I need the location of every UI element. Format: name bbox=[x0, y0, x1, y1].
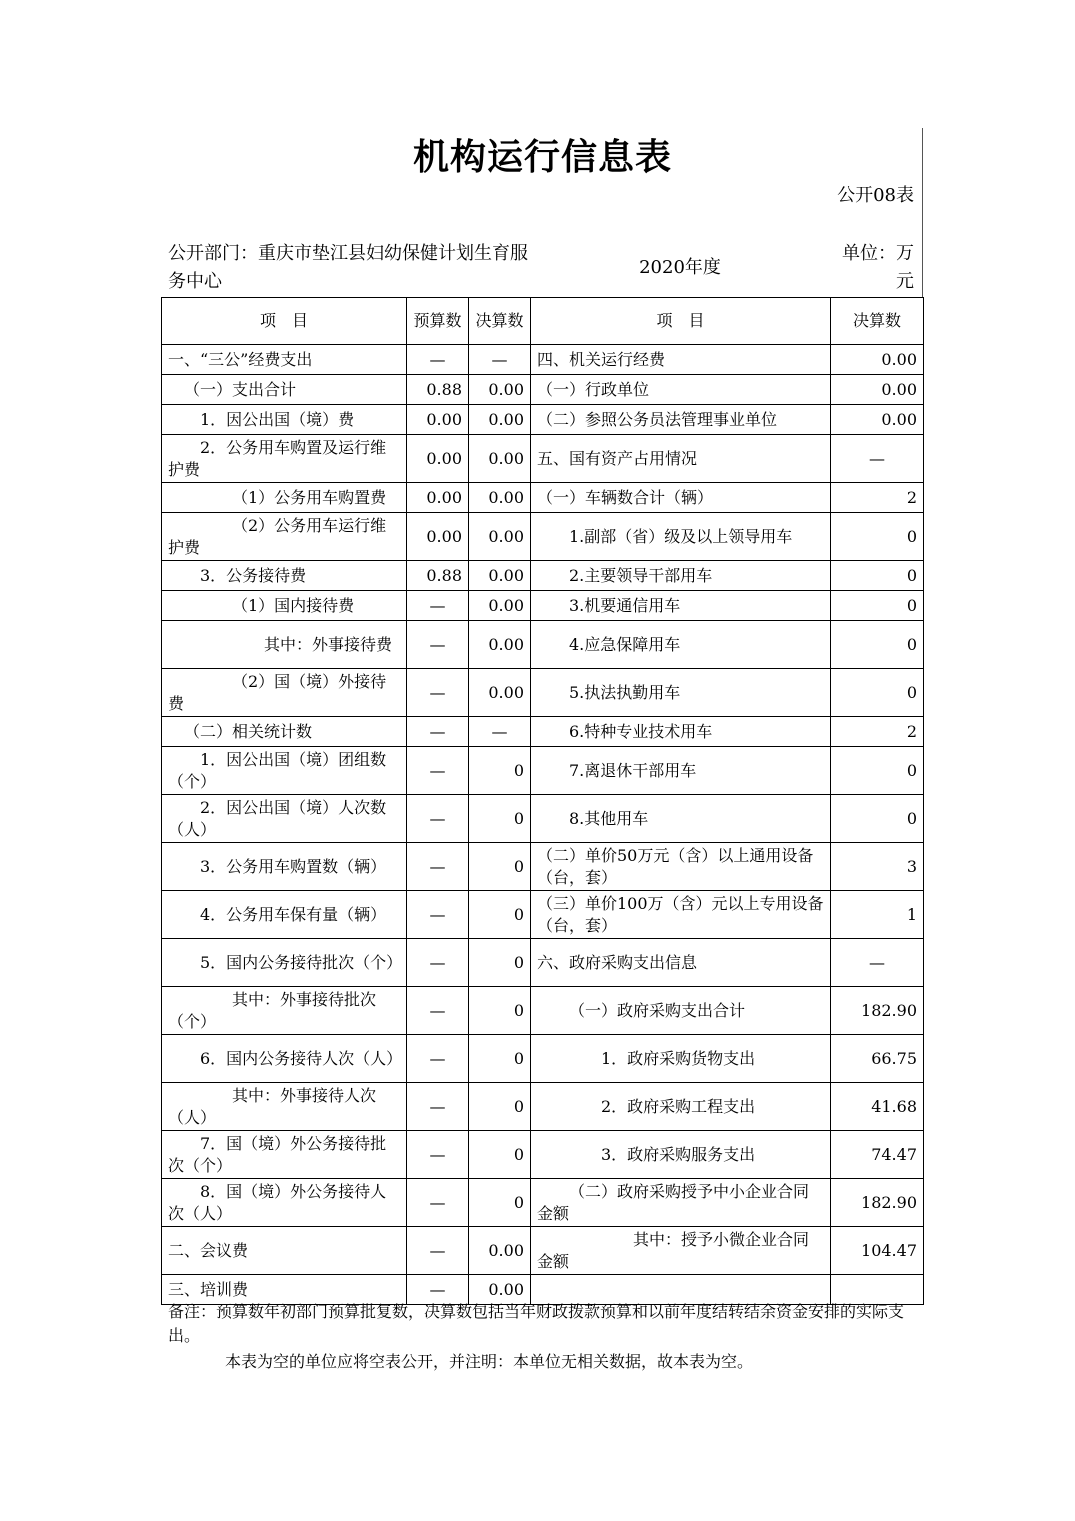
table-header-row bbox=[162, 298, 924, 345]
table-row bbox=[162, 1227, 924, 1275]
row-budget-value: 0.00 bbox=[407, 405, 469, 435]
row-final-value: 0.00 bbox=[469, 621, 531, 669]
row-budget-value: — bbox=[407, 939, 469, 987]
unit-label: 单位：万元 bbox=[842, 243, 914, 292]
col-header-final-right: 决算数 bbox=[831, 298, 924, 345]
col-header-item-right: 项 目 bbox=[531, 298, 831, 345]
row-final-value: 0 bbox=[469, 939, 531, 987]
row-budget-value: 0.88 bbox=[407, 375, 469, 405]
row-budget-value: — bbox=[407, 843, 469, 891]
row-final-right-value: 66.75 bbox=[831, 1035, 924, 1083]
row-item-right: （一）行政单位 bbox=[531, 375, 831, 405]
table-row bbox=[162, 717, 924, 747]
row-item-right: 2.主要领导干部用车 bbox=[531, 561, 831, 591]
row-item-right: 1.副部（省）级及以上领导用车 bbox=[531, 513, 831, 561]
form-code: 公开08表 bbox=[837, 185, 914, 206]
row-item-right: 六、政府采购支出信息 bbox=[531, 939, 831, 987]
table-row bbox=[162, 669, 924, 717]
row-budget-value: — bbox=[407, 669, 469, 717]
row-final-value: 0.00 bbox=[469, 513, 531, 561]
row-item-left: 3．公务用车购置数（辆） bbox=[162, 843, 407, 891]
row-final-value: 0.00 bbox=[469, 1227, 531, 1275]
row-budget-value: — bbox=[407, 717, 469, 747]
row-item-right: 五、国有资产占用情况 bbox=[531, 435, 831, 483]
row-item-left: 3．公务接待费 bbox=[162, 561, 407, 591]
row-budget-value: — bbox=[407, 1083, 469, 1131]
table-row bbox=[162, 891, 924, 939]
row-budget-value: — bbox=[407, 891, 469, 939]
row-final-right-value: 0 bbox=[831, 795, 924, 843]
row-budget-value: — bbox=[407, 591, 469, 621]
row-final-right-value: 0 bbox=[831, 513, 924, 561]
remark-note: 备注：预算数年初部门预算批复数，决算数包括当年财政拨款预算和以前年度结转结余资金安排的实际支出。 bbox=[168, 1302, 905, 1345]
row-item-left: （2）公务用车运行维护费 bbox=[162, 513, 407, 561]
row-item-right: （二）单价50万元（含）以上通用设备（台，套） bbox=[531, 843, 831, 891]
row-final-right-value: 3 bbox=[831, 843, 924, 891]
row-budget-value: — bbox=[407, 345, 469, 375]
row-item-right: 8.其他用车 bbox=[531, 795, 831, 843]
row-final-right-value: 0.00 bbox=[831, 345, 924, 375]
department-label: 公开部门：重庆市垫江县妇幼保健计划生育服务中心 bbox=[168, 243, 528, 292]
row-item-right: （二）政府采购授予中小企业合同金额 bbox=[531, 1179, 831, 1227]
row-item-left: 8．国（境）外公务接待人次（人） bbox=[162, 1179, 407, 1227]
row-item-left: （一）支出合计 bbox=[162, 375, 407, 405]
table-row bbox=[162, 561, 924, 591]
row-final-right-value: 1 bbox=[831, 891, 924, 939]
row-final-right-value: 0 bbox=[831, 621, 924, 669]
table-row bbox=[162, 843, 924, 891]
row-final-value: 0 bbox=[469, 987, 531, 1035]
table-row bbox=[162, 591, 924, 621]
row-item-left: 4．公务用车保有量（辆） bbox=[162, 891, 407, 939]
row-budget-value: 0.88 bbox=[407, 561, 469, 591]
info-table bbox=[161, 297, 924, 1305]
table-row bbox=[162, 795, 924, 843]
row-final-value: 0.00 bbox=[469, 405, 531, 435]
row-final-value: 0 bbox=[469, 747, 531, 795]
row-item-left: 2．公务用车购置及运行维护费 bbox=[162, 435, 407, 483]
row-item-right: （二）参照公务员法管理事业单位 bbox=[531, 405, 831, 435]
row-final-value: 0.00 bbox=[469, 435, 531, 483]
row-item-left: 二、会议费 bbox=[162, 1227, 407, 1275]
row-final-right-value: 0.00 bbox=[831, 375, 924, 405]
row-item-left: （2）国（境）外接待费 bbox=[162, 669, 407, 717]
row-final-right-value: 0 bbox=[831, 591, 924, 621]
table-row bbox=[162, 747, 924, 795]
table-row bbox=[162, 621, 924, 669]
row-item-left: 一、“三公”经费支出 bbox=[162, 345, 407, 375]
table-row bbox=[162, 939, 924, 987]
row-final-value: 0 bbox=[469, 891, 531, 939]
row-final-value: 0.00 bbox=[469, 375, 531, 405]
row-budget-value: — bbox=[407, 747, 469, 795]
row-final-value: 0 bbox=[469, 1035, 531, 1083]
row-budget-value: 0.00 bbox=[407, 483, 469, 513]
row-item-right: （一）政府采购支出合计 bbox=[531, 987, 831, 1035]
row-item-right: 5.执法执勤用车 bbox=[531, 669, 831, 717]
row-item-right: （三）单价100万（含）元以上专用设备（台，套） bbox=[531, 891, 831, 939]
row-final-right-value: 0 bbox=[831, 561, 924, 591]
row-final-value: 0 bbox=[469, 1083, 531, 1131]
table-row bbox=[162, 375, 924, 405]
row-item-left: 5．国内公务接待批次（个） bbox=[162, 939, 407, 987]
row-final-right-value: 2 bbox=[831, 483, 924, 513]
row-item-right: 7.离退休干部用车 bbox=[531, 747, 831, 795]
row-final-value: 0 bbox=[469, 1179, 531, 1227]
row-final-value: 0 bbox=[469, 795, 531, 843]
col-header-item-left: 项 目 bbox=[162, 298, 407, 345]
row-final-right-value: — bbox=[831, 435, 924, 483]
row-item-left: 7．国（境）外公务接待批次（个） bbox=[162, 1131, 407, 1179]
row-item-right: 2．政府采购工程支出 bbox=[531, 1083, 831, 1131]
row-final-value: 0.00 bbox=[469, 669, 531, 717]
table-row bbox=[162, 435, 924, 483]
row-item-left: 三、培训费 bbox=[162, 1275, 407, 1305]
row-budget-value: — bbox=[407, 1179, 469, 1227]
row-item-right: （一）车辆数合计（辆） bbox=[531, 483, 831, 513]
row-final-value: 0.00 bbox=[469, 1275, 531, 1305]
row-final-right-value: 2 bbox=[831, 717, 924, 747]
row-item-left: 1．因公出国（境）费 bbox=[162, 405, 407, 435]
row-item-left: （1）公务用车购置费 bbox=[162, 483, 407, 513]
table-body bbox=[162, 345, 924, 1305]
col-header-final-left: 决算数 bbox=[469, 298, 531, 345]
row-final-value: 0 bbox=[469, 1131, 531, 1179]
row-final-value: 0.00 bbox=[469, 561, 531, 591]
row-final-right-value: 182.90 bbox=[831, 1179, 924, 1227]
row-item-left: 1．因公出国（境）团组数（个） bbox=[162, 747, 407, 795]
row-final-value: — bbox=[469, 717, 531, 747]
row-final-right-value: — bbox=[831, 939, 924, 987]
row-budget-value: — bbox=[407, 987, 469, 1035]
row-final-right-value: 0 bbox=[831, 747, 924, 795]
row-item-left: 其中：外事接待费 bbox=[162, 621, 407, 669]
row-budget-value: — bbox=[407, 1035, 469, 1083]
table-row bbox=[162, 1083, 924, 1131]
row-final-value: 0.00 bbox=[469, 591, 531, 621]
row-final-value: 0 bbox=[469, 843, 531, 891]
table-row bbox=[162, 1035, 924, 1083]
table-row bbox=[162, 483, 924, 513]
row-final-right-value: 104.47 bbox=[831, 1227, 924, 1275]
row-item-right: 6.特种专业技术用车 bbox=[531, 717, 831, 747]
table-row bbox=[162, 405, 924, 435]
row-budget-value: 0.00 bbox=[407, 435, 469, 483]
col-header-budget: 预算数 bbox=[407, 298, 469, 345]
row-item-right: 1．政府采购货物支出 bbox=[531, 1035, 831, 1083]
row-item-right: 四、机关运行经费 bbox=[531, 345, 831, 375]
row-final-right-value: 74.47 bbox=[831, 1131, 924, 1179]
table-row bbox=[162, 987, 924, 1035]
page-title: 机构运行信息表 bbox=[412, 137, 672, 178]
row-final-value: — bbox=[469, 345, 531, 375]
table-row bbox=[162, 1179, 924, 1227]
row-budget-value: — bbox=[407, 1275, 469, 1305]
table-row bbox=[162, 345, 924, 375]
row-item-left: 6．国内公务接待人次（人） bbox=[162, 1035, 407, 1083]
row-item-right: 4.应急保障用车 bbox=[531, 621, 831, 669]
row-item-right: 其中：授予小微企业合同金额 bbox=[531, 1227, 831, 1275]
row-budget-value: 0.00 bbox=[407, 513, 469, 561]
fiscal-year: 2020年度 bbox=[639, 257, 721, 278]
row-budget-value: — bbox=[407, 1227, 469, 1275]
row-item-right: 3.机要通信用车 bbox=[531, 591, 831, 621]
row-item-left: （1）国内接待费 bbox=[162, 591, 407, 621]
row-item-left: （二）相关统计数 bbox=[162, 717, 407, 747]
empty-table-note: 本表为空的单位应将空表公开，并注明：本单位无相关数据，故本表为空。 bbox=[225, 1352, 754, 1371]
row-final-right-value: 0 bbox=[831, 669, 924, 717]
row-budget-value: — bbox=[407, 1131, 469, 1179]
row-item-left: 2．因公出国（境）人次数（人） bbox=[162, 795, 407, 843]
row-final-right-value: 41.68 bbox=[831, 1083, 924, 1131]
row-budget-value: — bbox=[407, 795, 469, 843]
table-row bbox=[162, 1131, 924, 1179]
row-budget-value: — bbox=[407, 621, 469, 669]
row-item-right: 3．政府采购服务支出 bbox=[531, 1131, 831, 1179]
row-item-left: 其中：外事接待人次（人） bbox=[162, 1083, 407, 1131]
row-final-right-value: 0.00 bbox=[831, 405, 924, 435]
row-item-left: 其中：外事接待批次（个） bbox=[162, 987, 407, 1035]
table-row bbox=[162, 513, 924, 561]
row-final-value: 0.00 bbox=[469, 483, 531, 513]
row-final-right-value: 182.90 bbox=[831, 987, 924, 1035]
